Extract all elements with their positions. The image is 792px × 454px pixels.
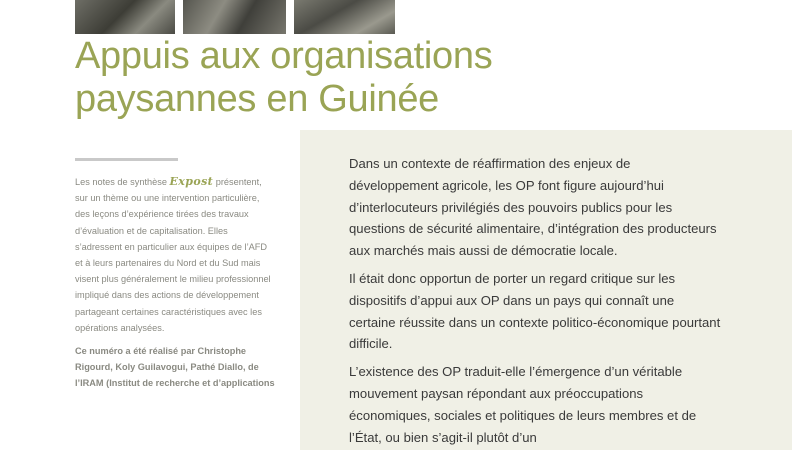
sidebar-divider xyxy=(75,158,178,161)
main-body xyxy=(349,153,721,454)
sidebar-intro-rest: présentent, sur un thème ou une intervention particulière, des leçons d’expérience tirées des travaux d’évaluation et de capitalisation. Elles s’adressent en particulier aux équipes de l’AFD et à leurs partenaires du Nord et du Sud mais visent plus généralement le milieu professionnel impliqué dans des actions de développement partageant certaines caractéristiques avec les opérations analysées. xyxy=(75,177,271,333)
header-photo-1 xyxy=(75,0,175,34)
series-name: Expost xyxy=(169,175,214,188)
header-photo-3 xyxy=(294,0,395,34)
sidebar-intro xyxy=(75,174,275,336)
body-paragraph-3: L’existence des OP traduit-elle l’émergence d’un véritable mouvement paysan répondant aux préoccupations économiques, sociales et politiques de leurs membres et de l’État, ou bien s’agit-il plutôt d’un xyxy=(349,364,697,445)
page-title xyxy=(75,35,492,121)
header-photo-strip xyxy=(75,0,395,34)
title-line-2: paysannes en Guinée xyxy=(75,78,440,120)
sidebar xyxy=(75,174,275,392)
body-paragraph-2: Il était donc opportun de porter un regard critique sur les dispositifs d’appui aux OP dans un pays qui connaît une certaine réussite dans un contexte politico-économique pourtant difficile. xyxy=(349,270,721,352)
title-line-1: Appuis aux organisations xyxy=(75,35,493,77)
sidebar-credit: Ce numéro a été réalisé par Christophe Rigourd, Koly Guilavogui, Pathé Diallo, de l’IRAM (Institut de recherche et d’applications xyxy=(75,346,275,389)
body-paragraph-1: Dans un contexte de réaffirmation des enjeux de développement agricole, les OP font figure aujourd’hui d’interlocuteurs privilégiés des pouvoirs publics pour les questions de sécurité alimentaire, d’intégration des producteurs aux marchés mais aussi de démocratie locale. xyxy=(349,156,717,259)
header-photo-2 xyxy=(183,0,286,34)
sidebar-intro-prefix: Les notes de synthèse xyxy=(75,177,167,187)
